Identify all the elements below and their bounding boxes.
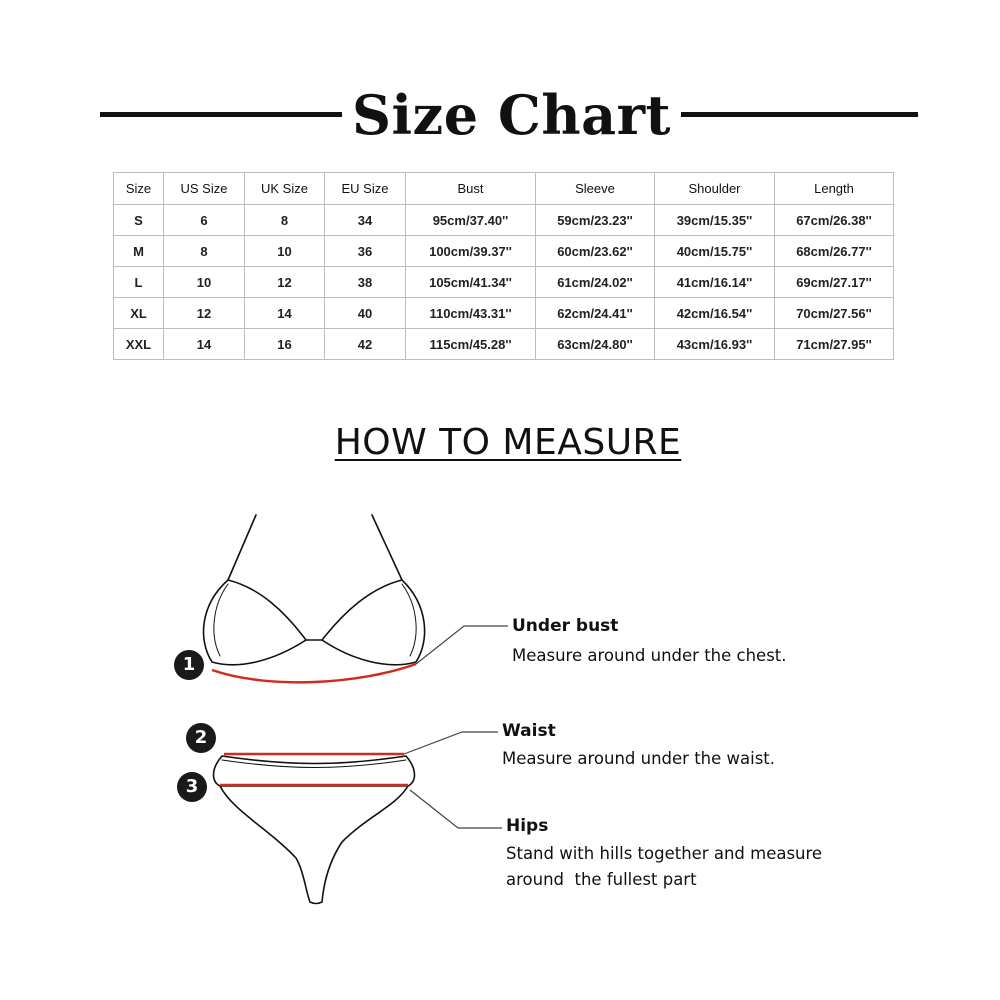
table-cell: 42cm/16.54'' (655, 298, 775, 329)
waist-heading: Waist (502, 721, 556, 741)
table-cell: 40 (325, 298, 406, 329)
marker-2: 2 (186, 723, 216, 753)
bottom-waistband (214, 756, 415, 786)
table-cell: 39cm/15.35'' (655, 205, 775, 236)
table-cell: 40cm/15.75'' (655, 236, 775, 267)
table-cell: 12 (245, 267, 325, 298)
column-header: Bust (406, 173, 536, 205)
table-cell: 105cm/41.34'' (406, 267, 536, 298)
table-cell: 10 (245, 236, 325, 267)
table-cell: 8 (245, 205, 325, 236)
table-cell: 59cm/23.23'' (536, 205, 655, 236)
left-strap (228, 515, 256, 580)
waist-label (502, 720, 775, 772)
under-bust-leader (416, 626, 508, 664)
table-cell: 41cm/16.14'' (655, 267, 775, 298)
hips-heading: Hips (506, 816, 549, 836)
hips-leader (410, 790, 502, 828)
table-cell: 8 (164, 236, 245, 267)
table-cell: 62cm/24.41'' (536, 298, 655, 329)
table-cell: 34 (325, 205, 406, 236)
table-cell: 14 (164, 329, 245, 360)
column-header: Size (114, 173, 164, 205)
table-cell: S (114, 205, 164, 236)
table-cell: 63cm/24.80'' (536, 329, 655, 360)
table-cell: 61cm/24.02'' (536, 267, 655, 298)
table-cell: 14 (245, 298, 325, 329)
table-cell: 69cm/27.17'' (775, 267, 894, 298)
table-cell: XXL (114, 329, 164, 360)
table-cell: 38 (325, 267, 406, 298)
table-cell: 115cm/45.28'' (406, 329, 536, 360)
column-header: UK Size (245, 173, 325, 205)
column-header: Length (775, 173, 894, 205)
marker-1: 1 (174, 650, 204, 680)
waist-leader (404, 732, 498, 754)
column-header: Shoulder (655, 173, 775, 205)
table-cell: 60cm/23.62'' (536, 236, 655, 267)
table-cell: 67cm/26.38'' (775, 205, 894, 236)
table-cell: 100cm/39.37'' (406, 236, 536, 267)
page-title: Size Chart (352, 83, 671, 147)
table-cell: 71cm/27.95'' (775, 329, 894, 360)
waist-description: Measure around under the waist. (502, 749, 776, 768)
right-cup (322, 580, 425, 665)
hips-description-line-1: Stand with hills together and measure (506, 844, 823, 863)
table-cell: 95cm/37.40'' (406, 205, 536, 236)
under-bust-line (212, 664, 416, 682)
right-strap (372, 515, 402, 580)
table-cell: 70cm/27.56'' (775, 298, 894, 329)
table-cell: 6 (164, 205, 245, 236)
under-bust-description: Measure around under the chest. (512, 646, 787, 665)
table-cell: 68cm/26.77'' (775, 236, 894, 267)
table-cell: 43cm/16.93'' (655, 329, 775, 360)
table-cell: 42 (325, 329, 406, 360)
marker-3: 3 (177, 772, 207, 802)
under-bust-label (512, 615, 787, 669)
table-cell: XL (114, 298, 164, 329)
table-cell: 110cm/43.31'' (406, 298, 536, 329)
hips-description-line-2: around the fullest part (506, 870, 697, 889)
table-cell: L (114, 267, 164, 298)
column-header: EU Size (325, 173, 406, 205)
bottom-body (220, 786, 408, 904)
how-to-measure-heading: HOW TO MEASURE (334, 422, 682, 463)
column-header: Sleeve (536, 173, 655, 205)
table-cell: 36 (325, 236, 406, 267)
left-cup (204, 580, 306, 665)
table-cell: 12 (164, 298, 245, 329)
table-cell: 10 (164, 267, 245, 298)
under-bust-heading: Under bust (512, 616, 619, 636)
table-cell: 16 (245, 329, 325, 360)
table-cell: M (114, 236, 164, 267)
hips-label (506, 815, 822, 893)
column-header: US Size (164, 173, 245, 205)
